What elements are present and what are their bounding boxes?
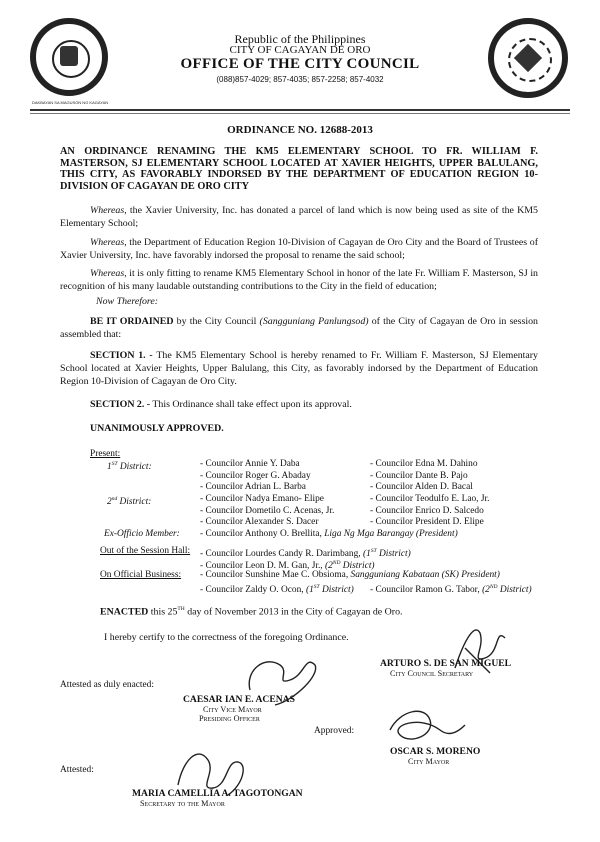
councilor: - Councilor Teodulfo E. Lao, Jr. [370, 494, 490, 504]
out-of-session-2: - Councilor Leon D. M. Gan, Jr., (2ND District) [200, 560, 375, 572]
header-republic: Republic of the Philippines [234, 32, 366, 46]
official-business-1: - Councilor Sunshine Mae C. Obsioma, Sangguniang Kabataan (SK) President) [200, 570, 500, 580]
councilor: - Councilor Enrico D. Salcedo [370, 505, 484, 516]
signatory-secretary: ARTURO S. DE SAN MIGUEL City Council Secretary [380, 658, 512, 678]
whereas-clause-2: Whereas, the Department of Education Region 10-Division of Cagayan de Oro City and the Board of Trustees of Xavier University, Inc. have favorably indorsed the proposal to rename the said school; [60, 237, 538, 261]
header-office: OFFICE OF THE CITY COUNCIL [180, 56, 420, 72]
whereas-clause-1: Whereas, the Xavier University, Inc. has donated a parcel of land which is now being used as site of the KM5 Elementary School; [60, 205, 538, 229]
district-2-label: 2nd District: [107, 496, 152, 508]
councilor: - Councilor Alexander S. Dacer [200, 517, 319, 528]
district-2-right-list [370, 494, 540, 529]
councilor: - Councilor Nadya Emano- Elipe [200, 494, 324, 504]
present-label: Present: [90, 449, 121, 459]
councilor: - Councilor Alden D. Bacal [370, 482, 473, 493]
header-rule-thin [30, 113, 570, 114]
enacted-line: ENACTED this 25TH day of November 2013 in the City of Cagayan de Oro. [100, 606, 403, 618]
district-1-label: 1ST District: [107, 461, 152, 473]
section-2: SECTION 2. - This Ordinance shall take effect upon its approval. [90, 399, 352, 410]
header-phones: (088)857-4029; 857-4035; 857-2258; 857-4032 [216, 75, 384, 84]
councilor: - Councilor President D. Elipe [370, 517, 484, 528]
official-business-3: - Councilor Ramon G. Tabor, (2ND District) [370, 584, 532, 596]
district-1-left-list [200, 459, 370, 494]
councilor: - Councilor Dometilo C. Acenas, Jr. [200, 505, 335, 516]
attested-label: Attested: [60, 765, 94, 775]
whereas-word: Whereas [90, 268, 125, 279]
signatory-mayor: OSCAR S. MORENO City Mayor [390, 746, 481, 766]
exofficio-member: - Councilor Anthony O. Brellita, Liga Ng Mga Barangay (President) [200, 529, 458, 539]
councilor: - Councilor Annie Y. Daba [200, 459, 300, 469]
section-1: SECTION 1. - The KM5 Elementary School is hereby renamed to Fr. William F. Masterson, SJ Elementary School located at Xavier Heights, Upper Balulang, this City, as favorably indorsed by the Department of Education Region 10-Division of Cagayan de Oro City. [60, 350, 538, 387]
district-2-left-list [200, 494, 370, 529]
out-of-session-label: Out of the Session Hall: [100, 546, 191, 556]
approved-label: Approved: [314, 726, 355, 736]
ordained-clause: BE IT ORDAINED by the City Council (Sangguniang Panlungsod) of the City of Cagayan de Oro in session assembled that: [60, 316, 538, 340]
out-of-session-1: - Councilor Lourdes Candy R. Darimbang, (1ST District) [200, 548, 411, 560]
district-1-right-list [370, 459, 540, 494]
certification-line: I hereby certify to the correctness of the foregoing Ordinance. [104, 632, 349, 643]
attested-enacted-label: Attested as duly enacted: [60, 680, 154, 690]
official-business-label: On Official Business: [100, 570, 182, 580]
official-business-2: - Councilor Zaldy O. Ocon, (1ST District) [200, 584, 354, 596]
whereas-word: Whereas [90, 237, 125, 248]
councilor: - Councilor Roger G. Abaday [200, 470, 311, 481]
councilor: - Councilor Adrian L. Barba [200, 482, 306, 493]
whereas-word: Whereas [90, 205, 125, 216]
signatory-vice-mayor: CAESAR IAN E. ACENAS City Vice Mayor Presiding Officer [183, 694, 295, 723]
header-rule [30, 109, 570, 111]
ordinance-title: AN ORDINANCE RENAMING THE KM5 ELEMENTARY SCHOOL TO FR. WILLIAM F. MASTERSON, SJ ELEMENTARY SCHOOL LOCATED AT XAVIER HEIGHTS, UPPER BALULANG, THIS CITY, AS FAVORABLY INDORSED BY THE DEPARTMENT OF EDUCATION REGION 10-DIVISION OF CAGAYAN DE ORO CITY [60, 146, 538, 192]
header-city: CITY OF CAGAYAN DE ORO [229, 44, 371, 56]
councilor: - Councilor Edna M. Dahino [370, 459, 478, 469]
ordinance-number: ORDINANCE NO. 12688-2013 [227, 124, 373, 136]
now-therefore: Now Therefore: [96, 296, 159, 307]
unanimously-approved: UNANIMOUSLY APPROVED. [90, 423, 224, 434]
seal-subtext: DAKBAYAN SA MAGUSON NG KAGAYAN [32, 100, 109, 105]
exofficio-label: Ex-Officio Member: [104, 529, 180, 539]
whereas-clause-3: Whereas, it is only fitting to rename KM5 Elementary School in honor of the late Fr. William F. Masterson, SJ in recognition of his many laudable outstanding contributions to the City in the field of education; [60, 268, 538, 292]
councilor: - Councilor Dante B. Pajo [370, 470, 468, 481]
signatory-sec-mayor: MARIA CAMELLIA A. TAGOTONGAN Secretary to the Mayor [132, 788, 303, 808]
